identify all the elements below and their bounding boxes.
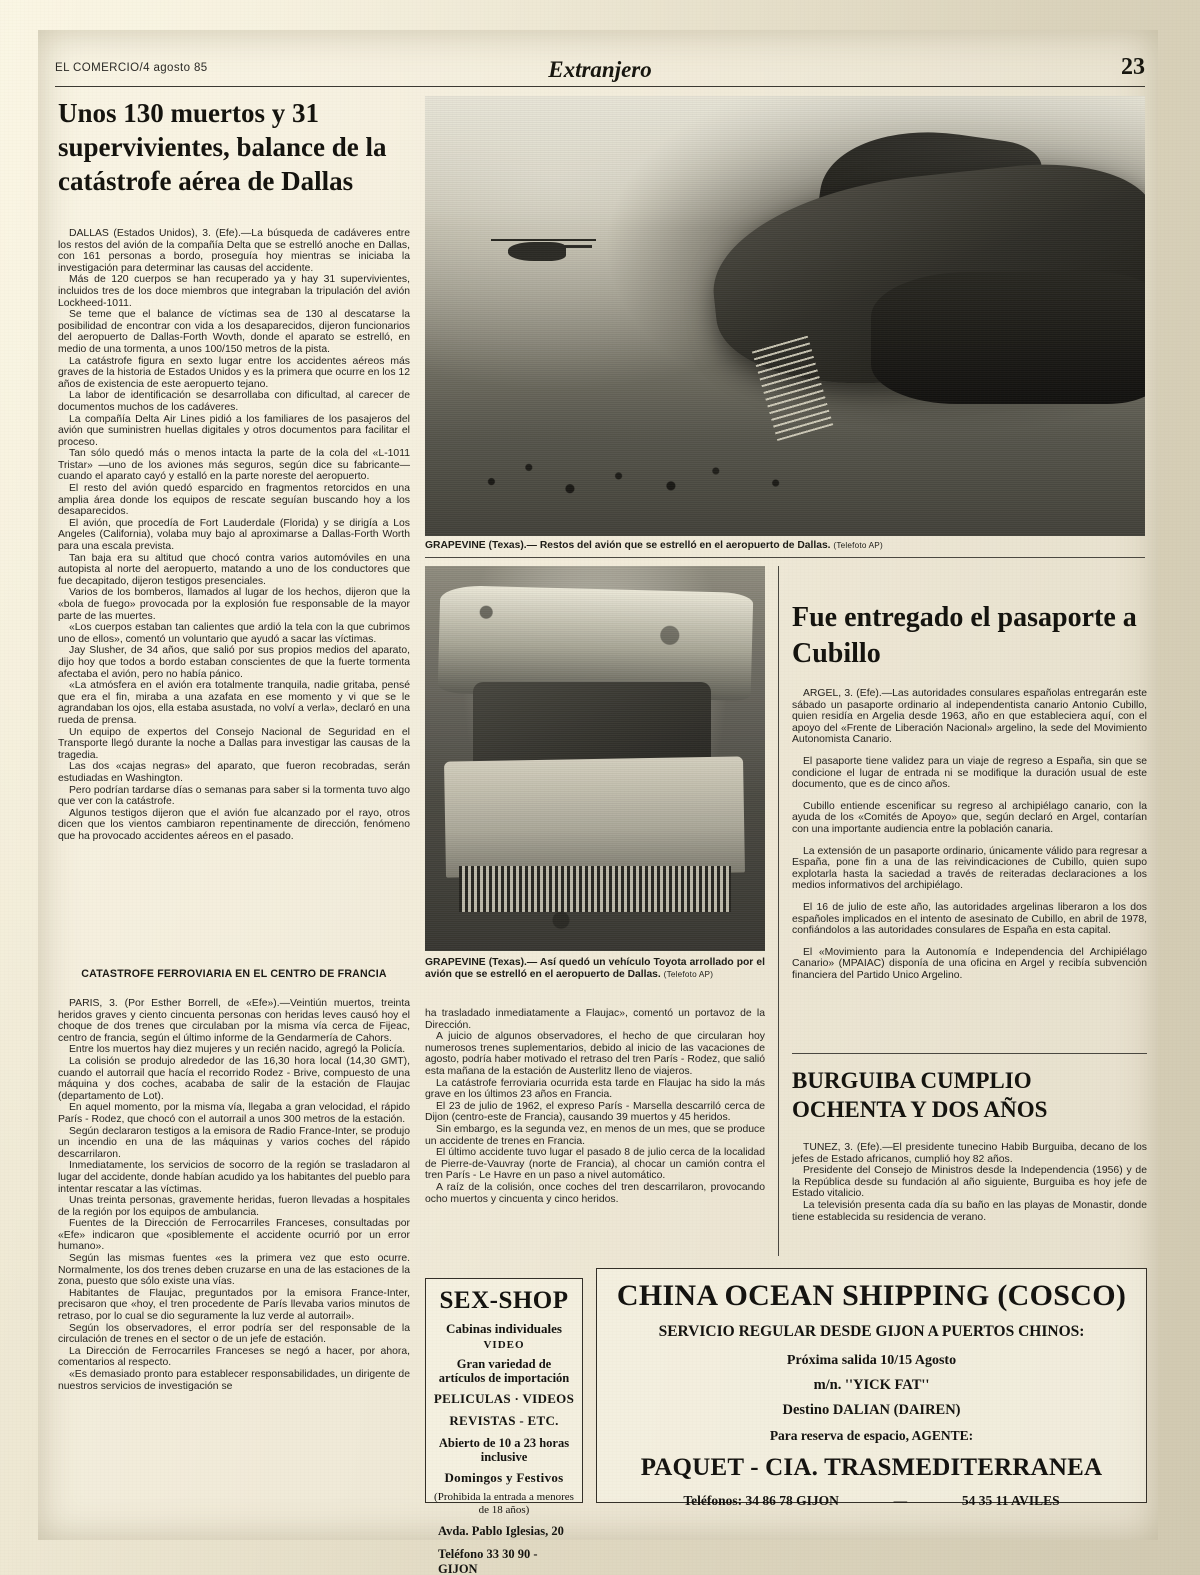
ad-booking: Para reserva de espacio, AGENTE: <box>769 1428 974 1443</box>
ad-agent: PAQUET - CIA. TRASMEDITERRANEA <box>640 1454 1103 1481</box>
crushed-car-caption <box>425 957 765 981</box>
photo-grain <box>425 96 1145 536</box>
ad-departure: Próxima salida 10/15 Agosto <box>786 1353 957 1368</box>
cubillo-article-body <box>792 688 1147 981</box>
ad-phones <box>607 1493 1136 1509</box>
cubillo-headline: Fue entregado el pasaporte a Cubillo <box>792 602 1137 669</box>
caption-text: Restos del avión que se estrelló en el aeropuerto de Dallas. <box>539 540 831 551</box>
ad-phones-dash: — <box>893 1493 908 1508</box>
paragraph: Cubillo entiende escenificar su regreso al archipiélago canario, con la ayuda de los «Comités de Apoyo» que, según declaró en Argel, contarían con una importante audiencia entre la población canaria. <box>792 800 1147 835</box>
caption-agency: (Telefoto AP) <box>663 970 714 979</box>
paragraph: Según los observadores, el error podría ser del responsable de la circulación de trenes en el sector o de un jefe de estación. <box>58 1322 410 1346</box>
burguiba-headline: BURGUIBA CUMPLIO OCHENTA Y DOS AÑOS <box>792 1068 1048 1122</box>
paragraph: La Dirección de Ferrocarriles Franceses se negó a hacer, por ahora, comentarios al respecto. <box>58 1345 410 1369</box>
paragraph: Según las mismas fuentes «es la primera vez que esto ocurre. Normalmente, los dos trenes deben cruzarse en una de las estaciones de la zona, puesto que sólo existe una vías. <box>58 1253 410 1288</box>
paragraph: DALLAS (Estados Unidos), 3. (Efe).—La búsqueda de cadáveres entre los restos del avión de la compañía Delta que se estrelló anoche en Dallas, con 161 personas a bordo, proseguía hoy mientras se iniciaba la investigación para determinar las causas del accidente. <box>58 228 410 274</box>
paragraph: Algunos testigos dijeron que el avión fue alcanzado por el rayo, otros dicen que los vientos cambiaron repentinamente de dirección, fenómeno que ha provocado accidentes aéreos en el pasado. <box>58 807 410 842</box>
rail-article-body-col2 <box>425 1008 765 1205</box>
paragraph: La compañía Delta Air Lines pidió a los familiares de los pasajeros del avión que suministren huellas digitales y otros documentos para facilitar el proceso. <box>58 413 410 448</box>
paragraph: Habitantes de Flaujac, preguntados por la emisora France-Inter, precisaron que «hoy, el tren procedente de París llevaba varios minutos de retraso, por lo cual se dio seguramente la luz verde al autorrail». <box>58 1287 410 1323</box>
paragraph: Sin embargo, es la segunda vez, en menos de un mes, que se produce un accidente de trenes en Francia. <box>425 1123 765 1147</box>
paragraph: Un equipo de expertos del Consejo Nacional de Seguridad en el Transporte llegó durante la noche a Dallas para investigar las causas de la tragedia. <box>58 726 410 761</box>
ad-phone-aviles: 54 35 11 AVILES <box>961 1493 1060 1508</box>
ad-subtitle: SERVICIO REGULAR DESDE GIJON A PUERTOS CHINOS: <box>658 1323 1085 1340</box>
caption-location: GRAPEVINE (Texas).— <box>425 540 537 551</box>
paragraph: Tan baja era su altitud que chocó contra varios automóviles en una autopista al norte del aeropuerto, matando a uno de los conductores que fue decapitado, dijeron testigos presenciales. <box>58 552 410 587</box>
ad-line-films: PELICULAS · VIDEOS <box>433 1391 575 1406</box>
paragraph: El avión, que procedía de Fort Lauderdale (Florida) y se dirigía a Los Angeles (California), volaba muy bajo al aproximarse a Dallas-Forth Worth para una escala prevista. <box>58 517 410 553</box>
paragraph: Inmediatamente, los servicios de socorro de la región se trasladaron al lugar del accidente, donde habían acudido ya los habitantes del pueblo para intentar rescatar a las víctimas. <box>58 1160 410 1195</box>
paragraph: La catástrofe ferroviaria ocurrida esta tarde en Flaujac ha sido la más grave en los últimos 23 años en Francia. <box>425 1077 765 1101</box>
paragraph: PARIS, 3. (Por Esther Borrell, de «Efe»).—Veintiún muertos, treinta heridos graves y ciento cincuenta personas con heridas leves causó hoy el choque de dos trenes que circulaban por la misma vía cerca de Fijeac, centro de francia, según el último informe de la Gendarmería de Cahors. <box>58 998 410 1044</box>
paragraph: A raíz de la colisión, once coches del tren descarrilaron, provocando ocho muertos y cincuenta y cinco heridos. <box>425 1181 765 1205</box>
ad-line-magazines: REVISTAS - ETC. <box>449 1413 559 1428</box>
paragraph: La extensión de un pasaporte ordinario, únicamente válido para regresar a España, pone fin a una de las reivindicaciones de Cubillo, quien supo explotarla hasta la saciedad a través de reiteradas declaraciones a los medios informativos del archipiélago. <box>792 845 1147 892</box>
lead-headline: Unos 130 muertos y 31 supervivientes, balance de la catástrofe aérea de Dallas <box>58 98 387 196</box>
paragraph: El pasaporte tiene validez para un viaje de regreso a España, sin que se condicione el lugar de entrada ni se modifique la duración usual de este documento, que es de cinco años. <box>792 755 1147 791</box>
plane-wreck-caption <box>425 540 1145 552</box>
paragraph: La televisión presenta cada día su baño en las playas de Monastir, donde tiene establecida su residencia de verano. <box>792 1199 1147 1223</box>
ad-line-video: VIDEO <box>483 1339 525 1351</box>
paragraph: En aquel momento, por la misma vía, llegaba a gran velocidad, el rápido París - Rodez, que chocó con el autorrail a unos 300 metros de la estación. <box>58 1102 410 1125</box>
caption-rule-top <box>425 533 1145 534</box>
paragraph: Varios de los bomberos, llamados al lugar de los hechos, dijeron que la «bola de fuego» provocada por la explosión fue responsable de la mayor parte de las muertes. <box>58 587 410 622</box>
ad-vessel: m/n. ''YICK FAT'' <box>813 1377 930 1393</box>
ad-line-age-limit: (Prohibida la entrada a menores de 18 años) <box>434 1491 574 1516</box>
paragraph: Entre los muertos hay diez mujeres y un recién nacido, agregó la Policía. <box>69 1044 406 1056</box>
paragraph: Se teme que el balance de víctimas sea de 130 al descatarse la posibilidad de encontrar con vida a los desaparecidos, dijeron funcionarios del aeropuerto de Dallas-Forth Wovth, donde el aparato se estrelló, en medio de una tormenta, a unos 100/150 metros de la pista. <box>58 309 410 355</box>
ad-destination: Destino DALIAN (DAIREN) <box>782 1402 961 1418</box>
paragraph: La colisión se produjo alrededor de las 16,30 hora local (14,30 GMT), cuando el autorrail que hacía el recorrido Rodez - Brive, compuesto de una máquina y dos coches, acababa de salir de la estación de Flaujac (departamento de Lot). <box>58 1055 410 1102</box>
burguiba-article-body <box>792 1142 1147 1223</box>
paragraph: ha trasladado inmediatamente a Flaujac», comentó un portavoz de la Dirección. <box>425 1008 765 1031</box>
paragraph: TUNEZ, 3. (Efe).—El presidente tunecino Habib Burguiba, decano de los jefes de Estado africanos, cumplió hoy 82 años. <box>792 1142 1147 1165</box>
lead-article-body <box>58 228 410 842</box>
ad-address: Avda. Pablo Iglesias, 20 <box>438 1524 564 1538</box>
paragraph: A juicio de algunos observadores, el hecho de que circularan hoy numerosos trenes suplementarios, debido al inicio de las vacaciones de agosto, podría haber motivado el retraso del tren París - Rodez, que salió esta mañana de la estación de Austerlitz lleno de viajeros. <box>425 1031 765 1077</box>
masthead <box>55 54 1145 87</box>
paragraph: El resto del avión quedó esparcido en fragmentos retorcidos en una amplia área donde los equipos de rescate seguían buscando hoy a los desaparecidos. <box>58 483 410 518</box>
caption-location: GRAPEVINE (Texas).— <box>425 957 538 968</box>
paragraph: El 23 de julio de 1962, el expreso París - Marsella descarriló cerca de Dijon (centro-este de Francia), causando 39 muertos y 45 heridos. <box>425 1100 765 1124</box>
paragraph: Pero podrían tardarse días o semanas para saber si la tormenta tuvo algo que ver con la catástrofe. <box>58 784 410 808</box>
ad-phones-label: Teléfonos: <box>683 1493 743 1508</box>
ad-line-sundays: Domingos y Festivos <box>444 1470 564 1485</box>
ad-phone-gijon: 34 86 78 GIJON <box>745 1493 839 1508</box>
page-number: 23 <box>1121 54 1145 80</box>
ad-title: CHINA OCEAN SHIPPING (COSCO) <box>616 1279 1127 1312</box>
crushed-car-photo <box>425 566 765 951</box>
edition-line: EL COMERCIO/4 agosto 85 <box>55 62 208 74</box>
caption-rule-bottom <box>425 557 1145 558</box>
paragraph: El 16 de julio de este año, las autoridades argelinas liberaron a los dos españoles implicados en el intento de asesinato de Cubillo, en abril de 1978, confiándolos a las autoridades consulares de España en esta capital. <box>792 901 1147 937</box>
paragraph: El «Movimiento para la Autonomía e Independencia del Archipiélago Canario» (MPAIAC) disponía de una oficina en Argel y recibía subvención financiera del Partido Unico Argelino. <box>792 946 1147 981</box>
plane-wreck-photo <box>425 96 1145 536</box>
caption-agency: (Telefoto AP) <box>833 541 883 550</box>
rail-article-subhead: CATASTROFE FERROVIARIA EN EL CENTRO DE FRANCIA <box>81 968 387 980</box>
ad-line-import: Gran variedad de artículos de importación <box>438 1357 570 1385</box>
paragraph: Las dos «cajas negras» del aparato, que fueron recobradas, serán estudiadas en Washington. <box>58 761 410 784</box>
paragraph: Unas treinta personas, gravemente heridas, fueron llevadas a hospitales de la región por los equipos de ambulancia. <box>58 1195 410 1218</box>
cosco-ad[interactable] <box>596 1268 1147 1508</box>
ad-line-cabins: Cabinas individuales <box>446 1321 562 1336</box>
ad-title: SEX-SHOP <box>439 1287 569 1314</box>
paragraph: «La atmósfera en el avión era totalmente tranquila, nadie gritaba, pensé que era el fin, miraba a una azafata en ese momento y vi que se le agrandaban los ojos, ella estaba asustada, no volví a verla», declaró en una rueda de prensa. <box>58 680 410 726</box>
paragraph: La labor de identificación se desarrollaba con dificultad, al carecer de documentos muchos de los cadáveres. <box>58 390 410 413</box>
paragraph: Presidente del Consejo de Ministros desde la Independencia (1956) y de la República desde su fundación al año siguiente, Burguiba es hoy jefe de Estado vitalicio. <box>792 1165 1147 1200</box>
paragraph: Jay Slusher, de 34 años, que salió por sus propios medios del aparato, dijo hoy que todos a bordo estaban conscientes de que la fuerte tormenta afectaba el avión, pero no había pánico. <box>58 645 410 680</box>
photo-grain <box>425 566 765 951</box>
paragraph: Más de 120 cuerpos se han recuperado ya y hay 31 supervivientes, incluidos tres de los doce miembros que integraban la tripulación del avión Lockheed-1011. <box>58 274 410 309</box>
section-title: Extranjero <box>548 57 652 82</box>
paragraph: «Es demasiado pronto para establecer responsabilidades, un dirigente de nuestros servicios de investigación se <box>58 1369 410 1392</box>
sex-shop-ad[interactable] <box>425 1278 583 1575</box>
paragraph: Según declararon testigos a la emisora de Radio France-Inter, se produjo un incendio en una de las máquinas y varios coches del rápido descarrilaron. <box>58 1125 410 1160</box>
column-divider <box>778 566 779 1256</box>
paragraph: Fuentes de la Dirección de Ferrocarriles Franceses, consultadas por «Efe» indicaron que «posiblemente el accidente ocurrió por un error humano». <box>58 1218 410 1253</box>
caption-text: Así quedó un vehículo Toyota arrollado por el avión que se estrelló en el aeropuerto de Dallas. <box>425 957 765 980</box>
paragraph: «Los cuerpos estaban tan calientes que ardió la tela con la que cubrimos uno de ellos», comentó un voluntario que ayudó a sacar las víctimas. <box>58 622 410 645</box>
paragraph: ARGEL, 3. (Efe).—Las autoridades consulares españolas entregarán este sábado un pasaporte ordinario al independentista canario Antonio Cubillo, quien residía en Argelia desde 1963, año en que estableciera aquí, con el apoyo del «Frente de Liberación Nacional» argelino, la sede del Movimiento Autonomista Canario. <box>792 688 1147 746</box>
rail-article-body-col1 <box>58 998 410 1392</box>
paragraph: Tan sólo quedó más o menos intacta la parte de la cola del «L-1011 Tristar» —uno de los aviones más seguros, según dice su fabricante— cuando el aparato cayó y estalló en la parte noreste del aeropuerto. <box>58 448 410 483</box>
burguiba-rule <box>792 1053 1147 1054</box>
paragraph: La catástrofe figura en sexto lugar entre los accidentes aéreos más graves de la historia de Estados Unidos y es la primera que ocurre en los 12 años de existencia de este aeropuerto tejano. <box>58 355 410 390</box>
paragraph: El último accidente tuvo lugar el pasado 8 de julio cerca de la localidad de Pierre-de-Vauvray (norte de Francia), al chocar un camión contra el tren París - Le Havre en un paso a nivel automático. <box>425 1147 765 1182</box>
ad-line-hours: Abierto de 10 a 23 horas inclusive <box>438 1436 570 1464</box>
ad-phone: Teléfono 33 30 90 - GIJON <box>438 1547 538 1575</box>
